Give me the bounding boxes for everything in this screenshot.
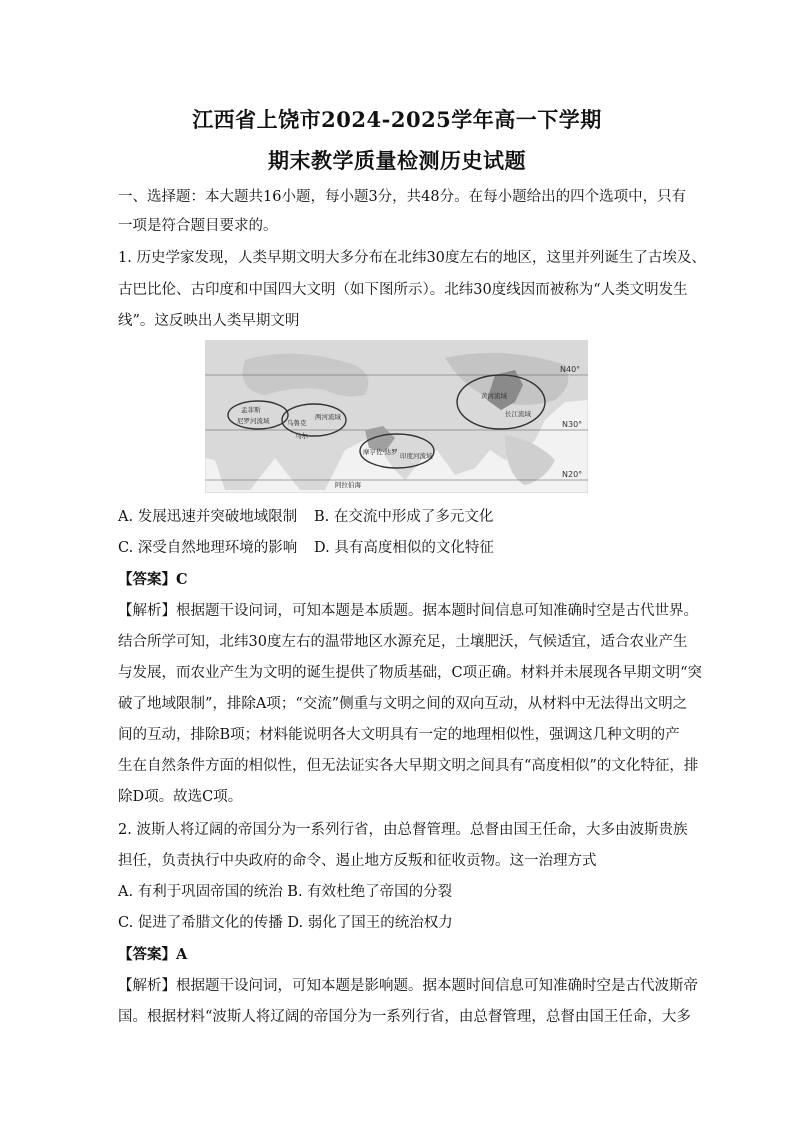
question-1-analysis: 生在自然条件方面的相似性，但无法证实各大早期文明之间具有“高度相似”的文化特征，排: [118, 758, 699, 774]
map-label: 两河流域: [315, 413, 341, 421]
question-1-stem: 线”。这反映出人类早期文明: [118, 313, 300, 329]
question-1-option-a: A. 发展迅速并突破地域限制: [118, 509, 298, 525]
map-label: 乌鲁克: [287, 419, 307, 427]
question-2-options: C. 促进了希腊文化的传播 D. 弱化了国王的统治权力: [118, 915, 453, 931]
section-instruction: 一、选择题：本大题共16小题，每小题3分，共48分。在每小题给出的四个选项中，只有: [118, 189, 687, 205]
map-label: 摩亨佐·达罗: [363, 448, 398, 456]
page-title: 江西省上饶市2024-2025学年高一下学期: [192, 107, 602, 132]
question-1-analysis: 与发展，而农业产生为文明的诞生提供了物质基础，C项正确。材料并未展现各早期文明“突: [118, 665, 703, 681]
map-label: 长江流域: [505, 410, 531, 418]
section-instruction: 一项是符合题目要求的。: [118, 218, 278, 234]
map-label: 乌尔: [295, 432, 308, 440]
map-label: 印度河流域: [400, 452, 433, 460]
lat-label: N20°: [562, 470, 583, 479]
question-1-analysis: 破了地域限制”，排除A项；“交流”侧重与文明之间的双向互动，从材料中无法得出文明之: [118, 696, 688, 712]
question-1-analysis: 结合所学可知，北纬30度左右的温带地区水源充足，土壤肥沃，气候适宜，适合农业产生: [118, 634, 688, 650]
civilization-map: [205, 340, 588, 493]
question-2-stem: 担任，负责执行中央政府的命令、遏止地方反叛和征收贡物。这一治理方式: [118, 853, 597, 869]
question-1-option-d: D. 具有高度相似的文化特征: [314, 540, 494, 556]
question-1-stem: 1. 历史学家发现，人类早期文明大多分布在北纬30度左右的地区，这里并列诞生了古埃及、: [118, 250, 706, 266]
question-1-analysis: 间的互动，排除B项；材料能说明各大文明具有一定的地理相似性，强调这几种文明的产: [118, 727, 680, 743]
map-figure: [205, 340, 588, 493]
question-1-analysis: 【解析】根据题干设问词，可知本题是本质题。据本题时间信息可知准确时空是古代世界。: [118, 603, 698, 619]
map-label: 阿拉伯海: [335, 481, 361, 489]
lat-label: N30°: [562, 420, 583, 429]
question-2-options: A. 有利于巩固帝国的统治 B. 有效杜绝了帝国的分裂: [118, 884, 453, 900]
map-label: 黄河流域: [481, 392, 507, 400]
lat-label: N40°: [560, 365, 581, 374]
question-1-option-b: B. 在交流中形成了多元文化: [314, 509, 494, 525]
question-1-option-c: C. 深受自然地理环境的影响: [118, 540, 298, 556]
map-label: 尼罗河流域: [237, 417, 270, 425]
question-2-analysis: 【解析】根据题干设问词，可知本题是影响题。据本题时间信息可知准确时空是古代波斯帝: [118, 978, 698, 994]
question-1-analysis: 除D项。故选C项。: [118, 789, 243, 805]
question-1-answer: 【答案】C: [118, 571, 188, 588]
question-2-stem: 2. 波斯人将辽阔的帝国分为一系列行省，由总督管理。总督由国王任命，大多由波斯贵族: [118, 822, 688, 838]
map-label: 孟菲斯: [241, 406, 261, 414]
question-2-answer: 【答案】A: [118, 946, 188, 963]
page-subtitle: 期末教学质量检测历史试题: [268, 148, 526, 173]
question-1-stem: 古巴比伦、古印度和中国四大文明（如下图所示）。北纬30度线因而被称为“人类文明发生: [118, 282, 688, 298]
question-2-analysis: 国。根据材料“波斯人将辽阔的帝国分为一系列行省，由总督管理，总督由国王任命，大多: [118, 1009, 691, 1025]
